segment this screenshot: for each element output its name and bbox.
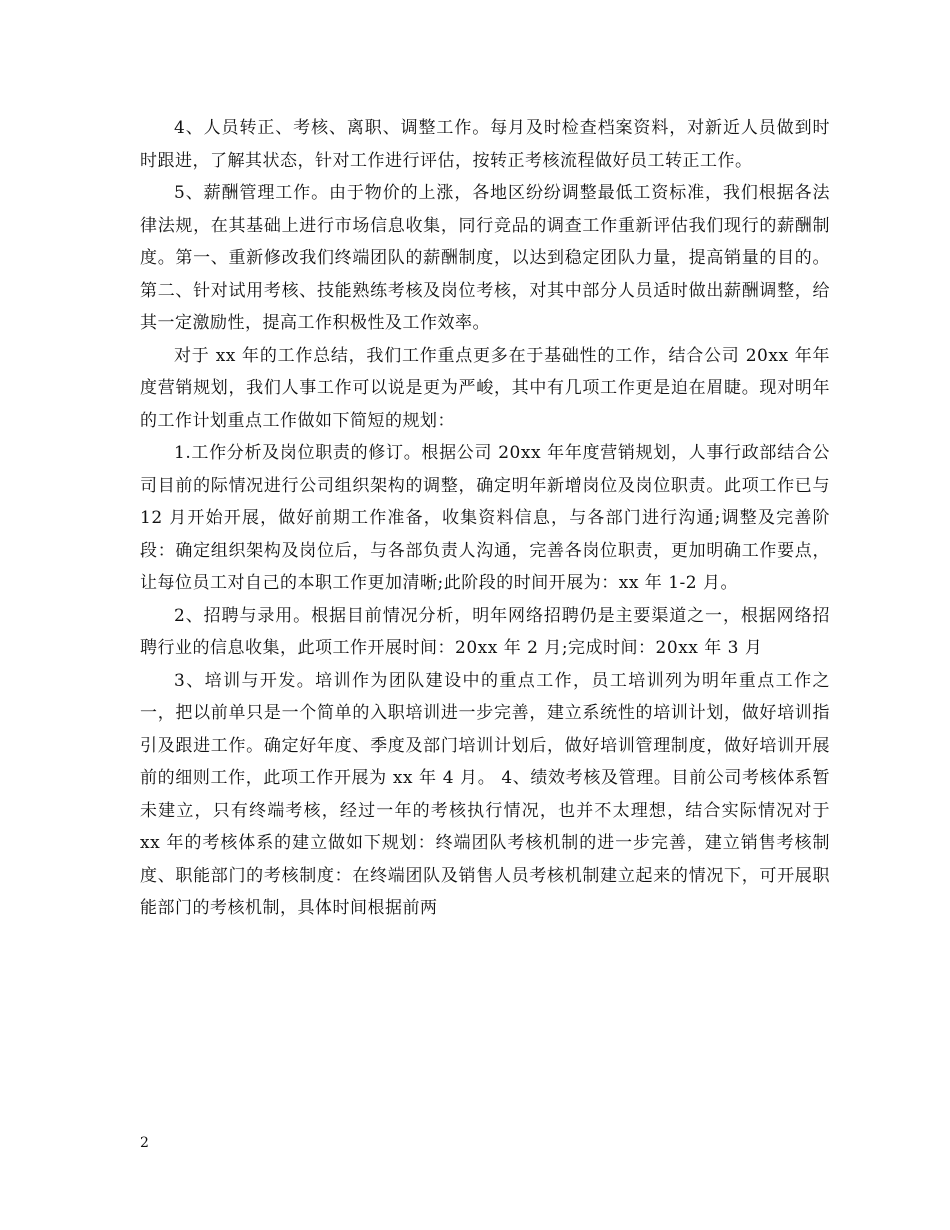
paragraph-personnel-review: 4、人员转正、考核、离职、调整工作。每月及时检查档案资料，对新近人员做到时时跟进，了解其状态，针对工作进行评估，按转正考核流程做好员工转正工作。	[140, 118, 830, 171]
paragraph-annual-summary: 对于 xx 年的工作总结，我们工作重点更多在于基础性的工作，结合公司 20xx 年年度营销规划，我们人事工作可以说是更为严峻，其中有几项工作更是迫在眉睫。现对明年的工作计划重点工作做如下简短的规划：	[140, 345, 830, 431]
document-body	[140, 112, 830, 925]
page-number: 2	[140, 1135, 149, 1151]
paragraph-job-analysis: 1.工作分析及岗位职责的修订。根据公司 20xx 年年度营销规划，人事行政部结合公司目前的际情况进行公司组织架构的调整，确定明年新增岗位及岗位职责。此项工作已与 12 月开始开展，做好前期工作准备，收集资料信息，与各部门进行沟通;调整及完善阶段：确定组织架构及岗位后，与各部负责人沟通，完善各岗位职责，更加明确工作要点，让每位员工对自己的本职工作更加清晰;此阶段的时间开展为：xx 年 1-2 月。	[140, 443, 830, 593]
paragraph-training-performance: 3、培训与开发。培训作为团队建设中的重点工作，员工培训列为明年重点工作之一，把以前单只是一个简单的入职培训进一步完善，建立系统性的培训计划，做好培训指引及跟进工作。确定好年度、季度及部门培训计划后，做好培训管理制度，做好培训开展前的细则工作，此项工作开展为 xx 年 4 月。 4、绩效考核及管理。目前公司考核体系暂未建立，只有终端考核，经过一年的考核执行情况，也并不太理想，结合实际情况对于 xx 年的考核体系的建立做如下规划：终端团队考核机制的进一步完善，建立销售考核制度、职能部门的考核制度：在终端团队及销售人员考核机制建立起来的情况下，可开展职能部门的考核机制，具体时间根据前两	[140, 670, 830, 918]
paragraph-recruitment: 2、招聘与录用。根据目前情况分析，明年网络招聘仍是主要渠道之一，根据网络招聘行业的信息收集，此项工作开展时间：20xx 年 2 月;完成时间：20xx 年 3 月	[140, 605, 830, 658]
paragraph-salary-management: 5、薪酬管理工作。由于物价的上涨，各地区纷纷调整最低工资标准，我们根据各法律法规，在其基础上进行市场信息收集，同行竞品的调查工作重新评估我们现行的薪酬制度。第一、重新修改我们终端团队的薪酬制度，以达到稳定团队力量，提高销量的目的。第二、针对试用考核、技能熟练考核及岗位考核，对其中部分人员适时做出薪酬调整，给其一定激励性，提高工作积极性及工作效率。	[140, 183, 830, 333]
